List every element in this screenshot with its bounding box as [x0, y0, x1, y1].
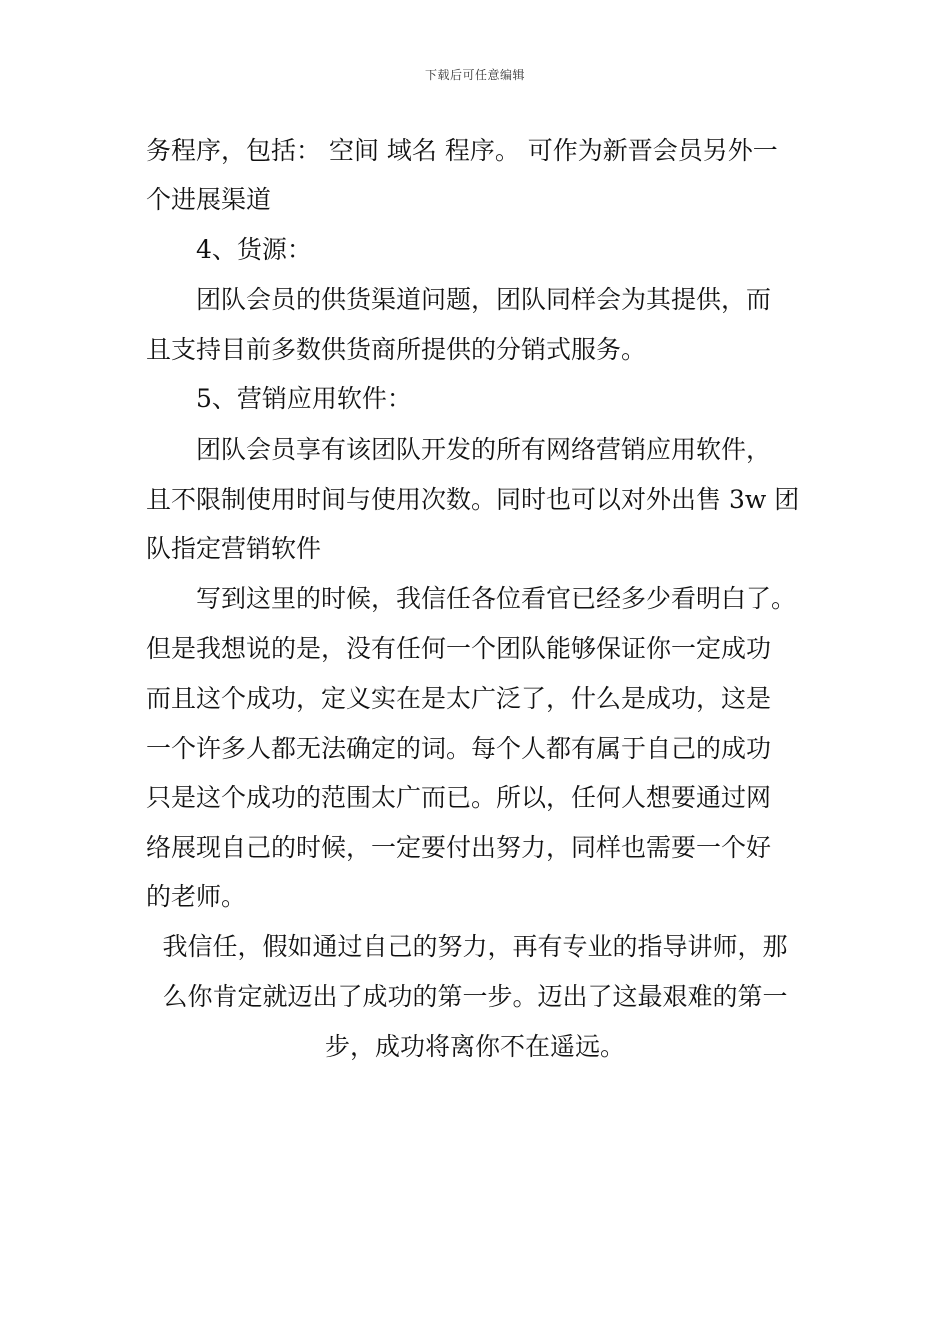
paragraph-line: 团队会员的供货渠道问题，团队同样会为其提供，而 [196, 285, 772, 314]
paragraph-line: 写到这里的时候，我信任各位看官已经多少看明白了。 [196, 584, 797, 613]
closing-line: 我信任，假如通过自己的努力，再有专业的指导讲师，那 [162, 932, 788, 961]
paragraph-line: 务程序，包括： 空间 域名 程序。 可作为新晋会员另外一 [146, 136, 778, 165]
paragraph-line: 但是我想说的是，没有任何一个团队能够保证你一定成功 [146, 634, 772, 663]
paragraph-line: 的老师。 [146, 882, 247, 911]
section-heading-sources: 4、货源： [196, 235, 312, 264]
paragraph-line: 络展现自己的时候，一定要付出努力，同样也需要一个好 [146, 833, 772, 862]
paragraph-line: 只是这个成功的范围太广而已。所以，任何人想要通过网 [146, 783, 772, 812]
section-heading-software: 5、营销应用软件： [196, 384, 412, 413]
paragraph-line: 个进展渠道 [146, 185, 272, 214]
paragraph-line: 队指定营销软件 [146, 534, 322, 563]
page-header: 下载后可任意编辑 [424, 68, 525, 82]
paragraph-line: 而且这个成功，定义实在是太广泛了，什么是成功，这是 [146, 684, 772, 713]
paragraph-line: 一个许多人都无法确定的词。每个人都有属于自己的成功 [146, 734, 772, 763]
closing-line: 么你肯定就迈出了成功的第一步。迈出了这最艰难的第一 [162, 982, 788, 1011]
paragraph-line: 团队会员享有该团队开发的所有网络营销应用软件， [196, 435, 772, 464]
paragraph-line: 且支持目前多数供货商所提供的分销式服务。 [146, 335, 647, 364]
paragraph-line: 且不限制使用时间与使用次数。同时也可以对外出售 3w 团 [146, 485, 800, 514]
closing-line: 步，成功将离你不在遥远。 [324, 1032, 625, 1061]
